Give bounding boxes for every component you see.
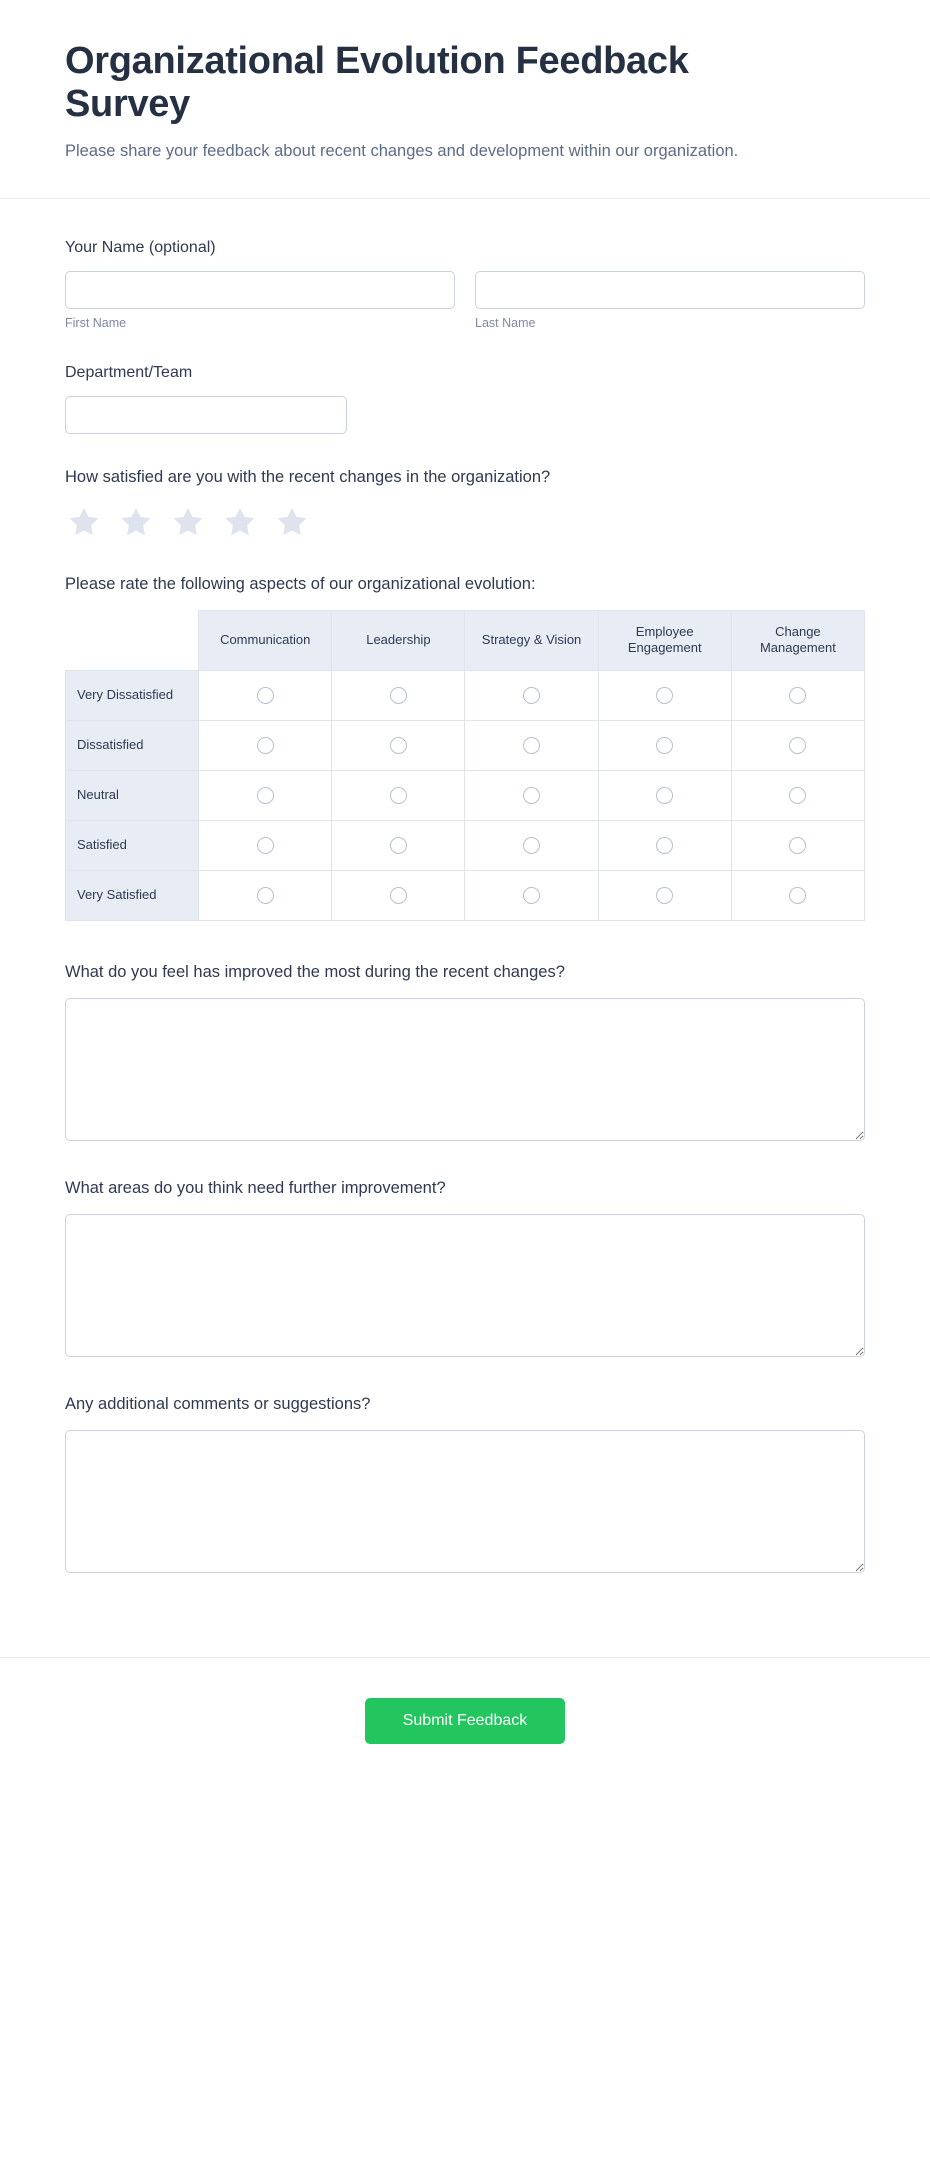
matrix-row [66, 671, 865, 721]
department-input-wrap [65, 396, 347, 434]
matrix-question-label: Please rate the following aspects of our organizational evolution: [65, 574, 536, 593]
form-header [0, 0, 930, 199]
last-name-input[interactable] [475, 271, 865, 309]
radio-button[interactable] [789, 687, 806, 704]
matrix-option-cell[interactable] [199, 671, 332, 721]
matrix-option-cell[interactable] [332, 871, 465, 921]
name-row [65, 271, 865, 330]
radio-button[interactable] [656, 687, 673, 704]
radio-button[interactable] [523, 837, 540, 854]
radio-button[interactable] [257, 737, 274, 754]
matrix-row-label: Very Satisfied [66, 871, 199, 921]
open-question-textarea[interactable] [65, 998, 865, 1141]
radio-button[interactable] [257, 837, 274, 854]
submit-feedback-button[interactable]: Submit Feedback [365, 1698, 566, 1744]
radio-button[interactable] [257, 787, 274, 804]
radio-button[interactable] [656, 837, 673, 854]
radio-button[interactable] [390, 687, 407, 704]
first-name-input[interactable] [65, 271, 455, 309]
star-icon[interactable] [221, 503, 259, 541]
matrix-option-cell[interactable] [199, 871, 332, 921]
satisfaction-rating-block [65, 468, 865, 541]
matrix-column-header: Employee Engagement [598, 610, 731, 670]
department-field-block [65, 364, 865, 434]
matrix-option-cell[interactable] [465, 721, 598, 771]
matrix-column-header: Change Management [731, 610, 864, 670]
radio-button[interactable] [789, 787, 806, 804]
matrix-option-cell[interactable] [199, 821, 332, 871]
open-question-textarea[interactable] [65, 1430, 865, 1573]
radio-button[interactable] [789, 737, 806, 754]
first-name-col [65, 271, 455, 330]
last-name-col [475, 271, 865, 330]
star-icon[interactable] [169, 503, 207, 541]
matrix-option-cell[interactable] [731, 871, 864, 921]
matrix-option-cell[interactable] [465, 771, 598, 821]
matrix-option-cell[interactable] [731, 821, 864, 871]
first-name-sublabel: First Name [65, 315, 127, 330]
matrix-option-cell[interactable] [465, 821, 598, 871]
matrix-option-cell[interactable] [465, 871, 598, 921]
matrix-corner-cell [66, 610, 199, 670]
radio-button[interactable] [656, 737, 673, 754]
name-field-block [65, 239, 865, 330]
matrix-option-cell[interactable] [598, 871, 731, 921]
matrix-option-cell[interactable] [731, 721, 864, 771]
matrix-option-cell[interactable] [332, 771, 465, 821]
open-question-block [65, 1395, 865, 1573]
matrix-body [66, 671, 865, 921]
radio-button[interactable] [523, 737, 540, 754]
page-title: Organizational Evolution Feedback Survey [65, 40, 689, 125]
matrix-row-label: Dissatisfied [66, 721, 199, 771]
rating-matrix-table [65, 610, 865, 921]
matrix-option-cell[interactable] [731, 671, 864, 721]
matrix-row [66, 871, 865, 921]
star-icon[interactable] [273, 503, 311, 541]
name-field-label: Your Name (optional) [65, 238, 216, 256]
matrix-column-header: Communication [199, 610, 332, 670]
open-question-block [65, 963, 865, 1141]
matrix-option-cell[interactable] [731, 771, 864, 821]
matrix-option-cell[interactable] [332, 821, 465, 871]
radio-button[interactable] [523, 787, 540, 804]
matrix-option-cell[interactable] [465, 671, 598, 721]
radio-button[interactable] [789, 887, 806, 904]
matrix-option-cell[interactable] [598, 721, 731, 771]
star-icon[interactable] [117, 503, 155, 541]
department-field-label: Department/Team [65, 363, 193, 381]
matrix-row [66, 821, 865, 871]
star-icon[interactable] [65, 503, 103, 541]
matrix-option-cell[interactable] [199, 771, 332, 821]
matrix-option-cell[interactable] [598, 821, 731, 871]
radio-button[interactable] [523, 687, 540, 704]
matrix-option-cell[interactable] [332, 721, 465, 771]
radio-button[interactable] [656, 887, 673, 904]
matrix-option-cell[interactable] [598, 771, 731, 821]
matrix-row-label: Satisfied [66, 821, 199, 871]
matrix-column-header: Leadership [332, 610, 465, 670]
radio-button[interactable] [390, 787, 407, 804]
open-question-label: Any additional comments or suggestions? [65, 1395, 371, 1414]
matrix-option-cell[interactable] [332, 671, 465, 721]
form-footer [0, 1657, 930, 1790]
open-question-label: What do you feel has improved the most during the recent changes? [65, 963, 565, 982]
matrix-header-row [66, 610, 865, 670]
radio-button[interactable] [257, 687, 274, 704]
matrix-question-block [65, 575, 865, 921]
star-rating-group[interactable] [65, 503, 865, 541]
radio-button[interactable] [789, 837, 806, 854]
matrix-table-wrap [65, 610, 865, 921]
radio-button[interactable] [656, 787, 673, 804]
satisfaction-rating-label: How satisfied are you with the recent changes in the organization? [65, 467, 551, 486]
matrix-row [66, 721, 865, 771]
form-body [0, 199, 930, 1631]
matrix-column-header: Strategy & Vision [465, 610, 598, 670]
radio-button[interactable] [257, 887, 274, 904]
matrix-row [66, 771, 865, 821]
radio-button[interactable] [390, 837, 407, 854]
radio-button[interactable] [523, 887, 540, 904]
radio-button[interactable] [390, 737, 407, 754]
open-question-textarea[interactable] [65, 1214, 865, 1357]
open-question-label: What areas do you think need further improvement? [65, 1179, 446, 1198]
matrix-row-label: Neutral [66, 771, 199, 821]
matrix-option-cell[interactable] [199, 721, 332, 771]
last-name-sublabel: Last Name [475, 315, 536, 330]
open-questions-section [65, 963, 865, 1573]
page-subtitle: Please share your feedback about recent changes and development within our organization. [65, 142, 739, 161]
matrix-row-label: Very Dissatisfied [66, 671, 199, 721]
department-input[interactable] [65, 396, 347, 434]
matrix-head [66, 610, 865, 670]
open-question-block [65, 1179, 865, 1357]
radio-button[interactable] [390, 887, 407, 904]
matrix-option-cell[interactable] [598, 671, 731, 721]
